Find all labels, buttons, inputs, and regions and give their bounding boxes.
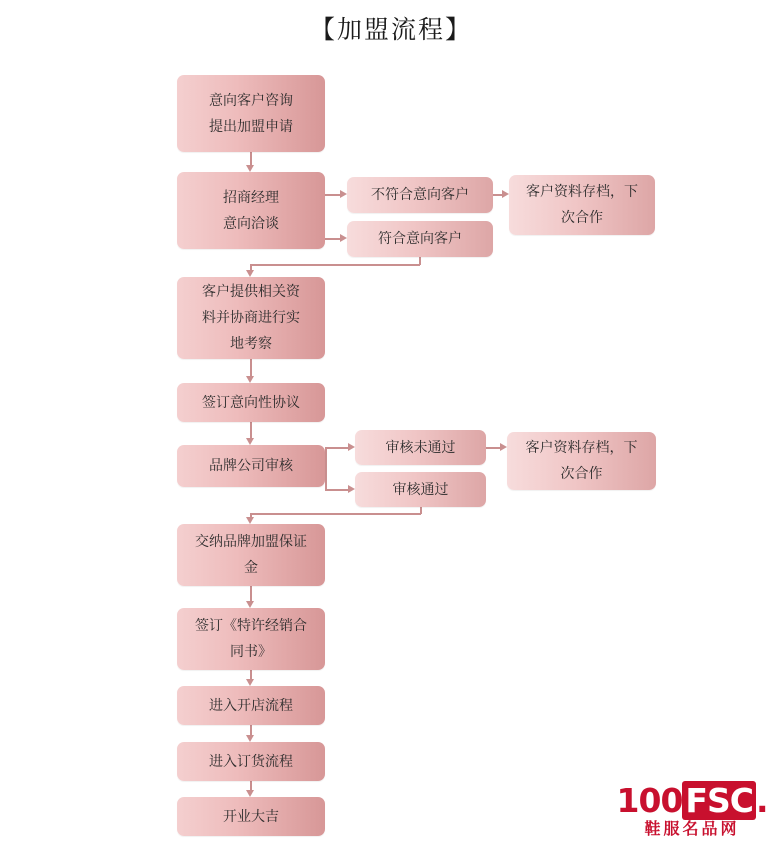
node-brand-company-review[interactable]: [177, 445, 325, 487]
node-line: 品牌公司审核: [209, 458, 293, 474]
node-grand-opening[interactable]: [177, 797, 325, 836]
node-enter-store-opening-process[interactable]: [177, 686, 325, 725]
arrowhead-n3-n4: [246, 376, 254, 383]
connector-b5-left: [250, 513, 421, 515]
arrowhead-b2-n3: [246, 270, 254, 277]
connector-n5-b4-rise: [325, 447, 327, 467]
connector-n5-b4: [325, 447, 348, 449]
node-review-passed[interactable]: [355, 472, 486, 507]
arrowhead-n1-n2: [246, 165, 254, 172]
node-line: 审核通过: [392, 481, 449, 498]
connector-n5-b5: [325, 489, 348, 491]
page-title: 【加盟流程】: [309, 15, 472, 44]
connector-n8-n9: [250, 725, 252, 735]
connector-n6-n7: [250, 586, 252, 601]
node-qualified-customer[interactable]: [347, 221, 493, 257]
node-line: 客户资料存档，下: [525, 440, 638, 456]
node-not-qualified-customer[interactable]: [347, 177, 493, 213]
node-line: 进入开店流程: [209, 697, 293, 714]
arrowhead-n9-n10: [246, 790, 254, 797]
arrowhead-n2-b1: [340, 190, 347, 198]
logo-suffix: .: [755, 781, 768, 820]
node-line: 次合作: [560, 466, 603, 482]
node-pay-franchise-deposit[interactable]: [177, 524, 325, 586]
node-line: 签订意向性协议: [202, 394, 300, 411]
site-logo[interactable]: [616, 783, 768, 839]
arrowhead-n7-n8: [246, 679, 254, 686]
logo-prefix: 100: [616, 781, 683, 820]
logo-subtitle: 鞋服名品网: [644, 819, 740, 838]
node-line: 意向客户咨询: [209, 92, 293, 109]
connector-n2-b2: [325, 238, 340, 240]
connector-n5-b5-drop: [325, 467, 327, 490]
connector-n1-n2: [250, 152, 252, 165]
logo-wordmark: [616, 783, 768, 819]
connector-n9-n10: [250, 781, 252, 790]
connector-n2-b1: [325, 194, 340, 196]
connector-n3-n4: [250, 359, 252, 376]
arrowhead-n2-b2: [340, 234, 347, 242]
node-line: 料并协商进行实: [202, 310, 300, 326]
arrowhead-b1-b3: [502, 190, 509, 198]
node-manager-negotiation[interactable]: [177, 172, 325, 249]
node-line: 开业大吉: [223, 808, 279, 825]
node-line: 交纳品牌加盟保证: [195, 534, 307, 550]
node-inquiry-application[interactable]: [177, 75, 325, 152]
connector-b1-b3: [493, 194, 502, 196]
node-review-failed[interactable]: [355, 430, 486, 465]
node-line: 符合意向客户: [378, 231, 462, 247]
node-line: 同书》: [230, 644, 272, 660]
arrowhead-n6-n7: [246, 601, 254, 608]
node-sign-franchise-contract[interactable]: [177, 608, 325, 670]
node-line: 招商经理: [223, 189, 279, 206]
node-line: 签订《特许经销合: [195, 618, 307, 634]
connector-b4-b6: [486, 447, 500, 449]
node-sign-intent-agreement[interactable]: [177, 383, 325, 422]
node-line: 意向洽谈: [223, 215, 279, 232]
node-provide-materials-site-visit[interactable]: [177, 277, 325, 359]
node-line: 提出加盟申请: [209, 118, 293, 135]
arrowhead-b4-b6: [500, 443, 507, 451]
connector-n7-n8: [250, 670, 252, 679]
node-line: 客户资料存档，下: [526, 184, 638, 200]
arrowhead-n5-b5: [348, 485, 355, 493]
node-line: 地考察: [230, 336, 272, 352]
arrowhead-n8-n9: [246, 735, 254, 742]
node-line: 次合作: [561, 210, 603, 226]
node-line: 金: [244, 560, 258, 576]
arrowhead-n4-n5: [246, 438, 254, 445]
node-line: 审核未通过: [385, 439, 456, 456]
node-archive-customer-data-1[interactable]: [509, 175, 655, 235]
connector-b2-left: [250, 264, 420, 266]
node-enter-ordering-process[interactable]: [177, 742, 325, 781]
node-line: 不符合意向客户: [371, 187, 469, 203]
node-line: 进入订货流程: [209, 753, 293, 770]
connector-n4-n5: [250, 422, 252, 438]
arrowhead-b5-n6: [246, 517, 254, 524]
node-line: 客户提供相关资: [202, 284, 300, 300]
arrowhead-n5-b4: [348, 443, 355, 451]
node-archive-customer-data-2[interactable]: [507, 432, 656, 490]
logo-badge: FSC: [682, 781, 756, 820]
